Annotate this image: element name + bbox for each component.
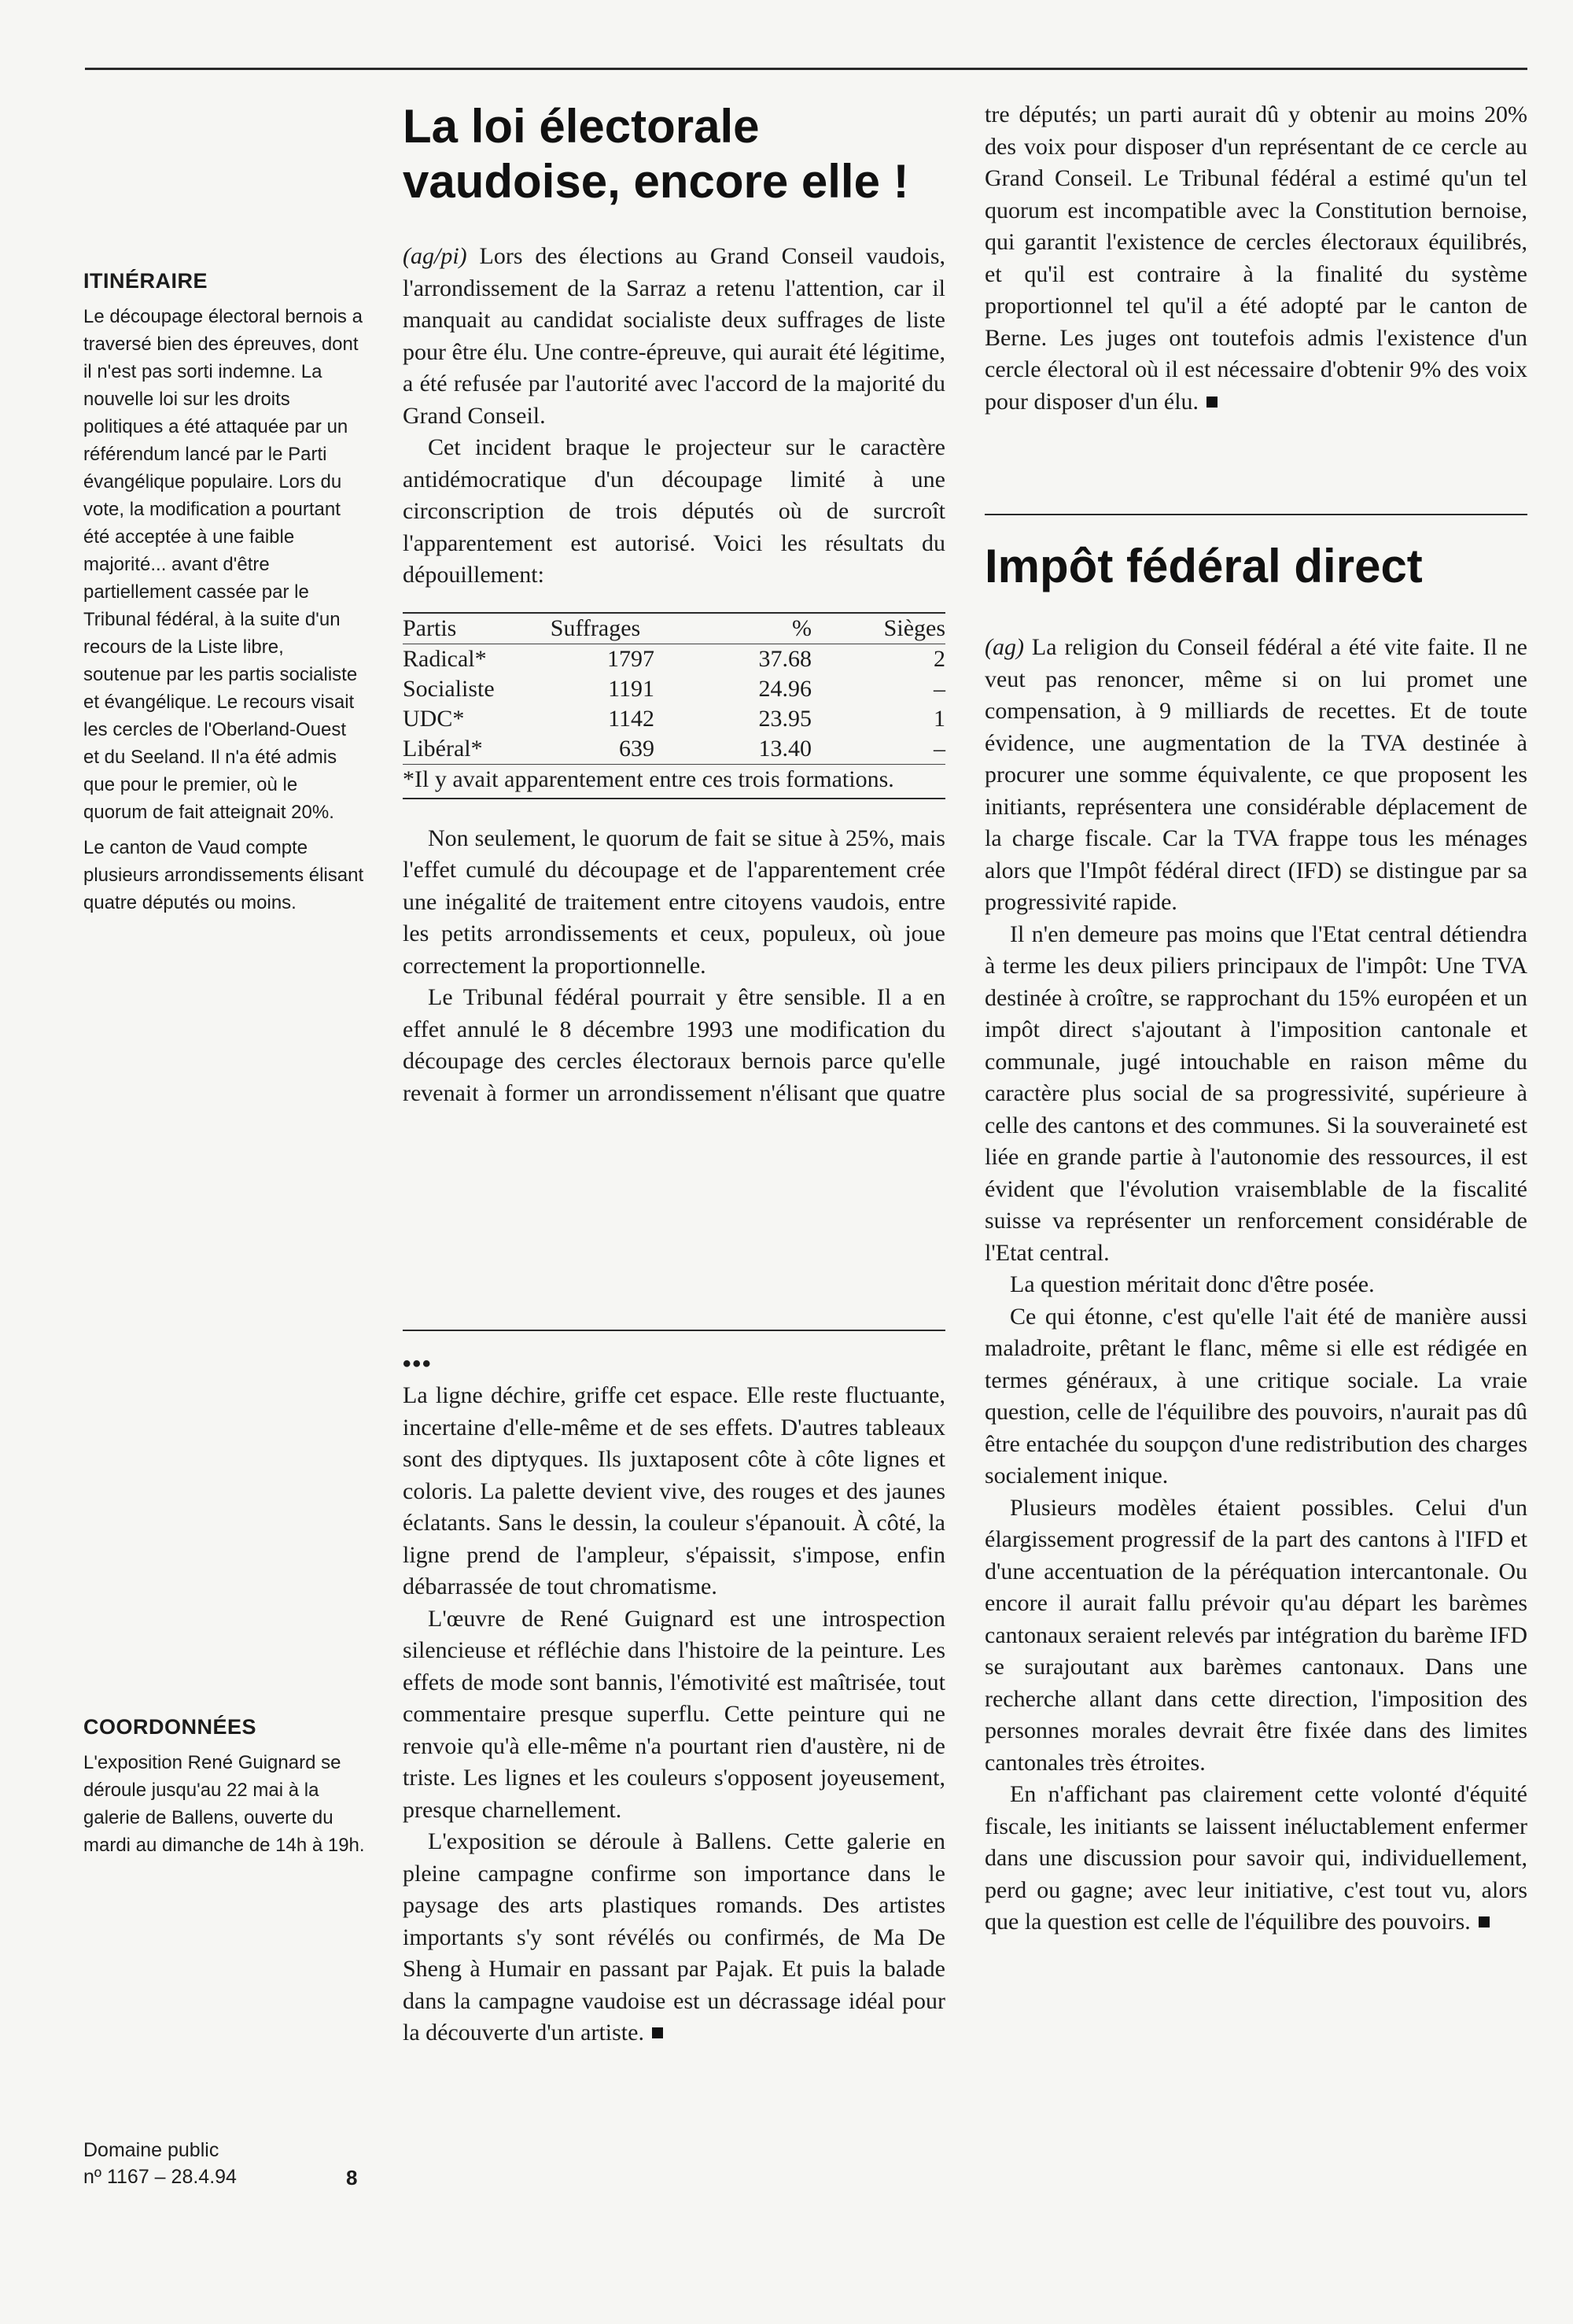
article-paragraph: Non seulement, le quorum de fait se situe à 25%, mais l'effet cumulé du découpage et de l'apparentement crée une inégalité de traitement entre citoyens vaudois, entre les petits arrondissements et ceux, populeux, où joue correctement la proportionnelle. (403, 824, 945, 979)
table-cell: – (934, 675, 945, 702)
title-line: La loi électorale (403, 100, 760, 153)
article-title-impot: Impôt fédéral direct (985, 540, 1423, 592)
table-cell: 639 (619, 735, 654, 762)
end-of-article-square (1206, 397, 1218, 408)
top-rule (85, 68, 1527, 70)
table-cell: UDC* (403, 705, 465, 732)
publication-footer (83, 2137, 382, 2188)
article-paragraph: Plusieurs modèles étaient possibles. Celui d'un élargissement progressif de la part des cantons à l'IFD et d'une accentuation de la péréquation intercantonale. Ou encore il aurait fallu prévoir qu'au départ les barèmes cantonaux seraient relevés par intégration du barème IFD se surajoutant aux barèmes cantonaux. Dans une recherche allant dans cette direction, l'imposition des personnes morales devrait être fixée dans des limites cantonales très étroites. (985, 1494, 1527, 1776)
article-paragraph: En n'affichant pas clairement cette volonté d'équité fiscale, les initiants se laissent inéluctablement enfermer dans une discussion pour savoir qui, individuellement, perd ou gagne; avec leur initiative, c'est tout vu, alors que la question est celle de l'équilibre des pouvoirs. (985, 1781, 1527, 1935)
table-header: Sièges (883, 614, 945, 641)
column-left (403, 99, 945, 1109)
table-row (403, 734, 945, 765)
sidebar-paragraph: Le canton de Vaud compte plusieurs arrondissements élisant quatre députés ou moins. (83, 837, 364, 913)
table-cell: 1191 (608, 675, 654, 702)
column-right (985, 99, 1527, 418)
table-header: Suffrages (550, 614, 641, 641)
sidebar-paragraph: Le découpage électoral bernois a traversé bien des épreuves, dont il n'est pas sorti indemne. La nouvelle loi sur les droits politiques a été attaquée par un référendum lancé par le Parti évangélique populaire. Lors du vote, la modification a pourtant été acceptée à une faible majorité... avant d'être partiellement cassée par le Tribunal fédéral, à la suite d'un recours de la Liste libre, soutenue par les partis socialiste et évangélique. Le recours visait les cercles de l'Oberland-Ouest et du Seeland. Il n'a été admis que pour le premier, où le quorum de fait atteignait 20%. (83, 306, 363, 823)
article-paragraph: (ag/pi) Lors des élections au Grand Conseil vaudois, l'arrondissement de la Sarraz a retenu l'attention, car il manquait au candidat socialiste deux suffrages de liste pour être élu. Une contre-épreuve, qui aurait été légitime, a été refusée par l'autorité avec l'accord de la majorité du Grand Conseil. (403, 243, 945, 429)
byline: (ag) (985, 634, 1024, 660)
table-cell: Socialiste (403, 675, 495, 702)
table-cell: – (934, 735, 945, 762)
article-paragraph: L'œuvre de René Guignard est une introspection silencieuse et réfléchie dans l'histoire de la peinture. Les effets de mode sont bannis, l'émotivité est maîtrisée, tout commentaire presque superflu. Cette peinture qui ne renvoie qu'à elle-même n'a pourtant rien d'austère, ni de triste. Les lignes et les couleurs s'opposent joyeusement, presque charnellement. (403, 1605, 945, 1823)
table-header-row (403, 613, 945, 644)
table-cell: 1797 (607, 645, 654, 672)
table-cell: 13.40 (758, 735, 812, 762)
end-of-article-square (652, 2027, 663, 2038)
table-cell: 1 (934, 705, 945, 732)
sidebar-paragraph: L'exposition René Guignard se déroule jusqu'au 22 mai à la galerie de Ballens, ouverte du mardi au dimanche de 14h à 19h. (83, 1752, 365, 1856)
publication-name: Domaine public (83, 2139, 219, 2161)
table-cell: 24.96 (758, 675, 812, 702)
issue-number: nº 1167 – 28.4.94 (83, 2166, 237, 2188)
table-cell: 37.68 (758, 645, 812, 672)
table-cell: Radical* (403, 645, 487, 672)
table-row (403, 704, 945, 734)
byline: (ag/pi) (403, 243, 467, 269)
article-paragraph: Ce qui étonne, c'est qu'elle l'ait été de manière aussi maladroite, prêtant le flanc, même si elle est rédigée en termes généraux, à une critique sociale. La vraie question, celle de l'équilibre des pouvoirs, n'aurait pas dû être entachée du soupçon d'une redistribution des charges socialement inique. (985, 1303, 1527, 1488)
table-header: % (792, 614, 812, 641)
article-paragraph: La question méritait donc d'être posée. (1010, 1271, 1375, 1297)
table-note: *Il y avait apparentement entre ces trois formations. (403, 764, 945, 799)
table-cell: 23.95 (758, 705, 812, 732)
sidebar-heading-coordonnees: COORDONNÉES (83, 1715, 257, 1739)
article-title-loi-electorale (403, 99, 945, 209)
table-note-row (403, 764, 945, 799)
art-section (403, 1330, 945, 2049)
continued-text: tre députés; un parti aurait dû y obtenir au moins 20% des voix pour disposer d'un représentant de ce cercle au Grand Conseil. Le Tribunal fédéral a estimé qu'un tel quorum est incompatible avec la Constitution bernoise, qui garantit l'existence de cercles électoraux équilibrés, et qu'il est contraire à la finalité du système proportionnel tel qu'il a été adopté par le canton de Berne. Les juges ont toutefois admis l'existence d'un cercle électoral où il est nécessaire d'obtenir 9% des voix pour disposer d'un élu. (985, 101, 1527, 415)
table-cell: 1142 (608, 705, 654, 732)
article-continuation (985, 99, 1527, 418)
sidebar-itineraire (83, 269, 367, 924)
results-table (403, 612, 945, 799)
article-paragraph: Il n'en demeure pas moins que l'Etat central détiendra à terme les deux piliers principaux de l'impôt: Une TVA destinée à croître, se rapprochant du 15% européen et un impôt direct s'ajoutant à l'imposition cantonale et communale, jugé intouchable en raison même du caractère plus social de sa progressivité, supérieure à celle des cantons et des communes. Si la souveraineté est liée en grande partie à l'autonomie des ressources, il est évident que l'évolution vraisemblable de la fiscalité suisse va représenter un renforcement considérable de l'Etat central. (985, 920, 1527, 1266)
table-row (403, 644, 945, 674)
article-paragraph: (ag) La religion du Conseil fédéral a été vite faite. Il ne veut pas renoncer, même si on lui promet une compensation, à 9 milliards de recettes. Et de toute évidence, une augmentation de la TVA destinée à procurer une somme équivalente, ce que proposent les initiants, représentera une considérable déplacement de la charge fiscale. Car la TVA frappe tous les ménages alors que l'Impôt fédéral direct (IFD) se distingue par sa progressivité rapide. (985, 634, 1527, 915)
end-of-article-square (1479, 1916, 1490, 1927)
title-line: vaudoise, encore elle ! (403, 155, 909, 208)
sidebar-coordonnees (83, 1715, 367, 1867)
article-impot (985, 514, 1527, 1939)
table-cell: 2 (934, 645, 945, 672)
section-marker: ••• (403, 1351, 433, 1377)
page-number: 8 (346, 2166, 358, 2189)
article-paragraph: Cet incident braque le projecteur sur le caractère antidémocratique d'un découpage limité à une circonscription de trois députés où de surcroît l'apparentement est autorisé. Voici les résultats du dépouillement: (403, 434, 945, 588)
article-paragraph: La ligne déchire, griffe cet espace. Elle reste fluctuante, incertaine d'elle-même et de ses effets. D'autres tableaux sont des diptyques. Ils juxtaposent côte à côte lignes et coloris. La palette devient vive, des rouges et des jaunes éclatants. Sans le dessin, la couleur s'épanouit. À côté, la ligne prend de l'ampleur, s'épaissit, s'impose, enfin débarrassée de tout chromatisme. (403, 1382, 945, 1599)
sidebar-heading-itineraire: ITINÉRAIRE (83, 269, 208, 293)
article-paragraph: Le Tribunal fédéral pourrait y être sensible. Il a en effet annulé le 8 décembre 1993 une modification du découpage des cercles électoraux bernois parce qu'elle revenait à former un arrondissement n'élisant que quatre (403, 984, 945, 1106)
table-cell: Libéral* (403, 735, 483, 762)
table-header: Partis (403, 614, 457, 641)
table-row (403, 674, 945, 704)
article-paragraph: L'exposition se déroule à Ballens. Cette galerie en pleine campagne confirme son importance dans le paysage des arts plastiques romands. Des artistes importants s'y sont révélés ou confirmés, de Ma De Sheng à Humair en passant par Pajak. Et puis la balade dans la campagne vaudoise est un décrassage idéal pour la découverte d'un artiste. (403, 1828, 945, 2045)
